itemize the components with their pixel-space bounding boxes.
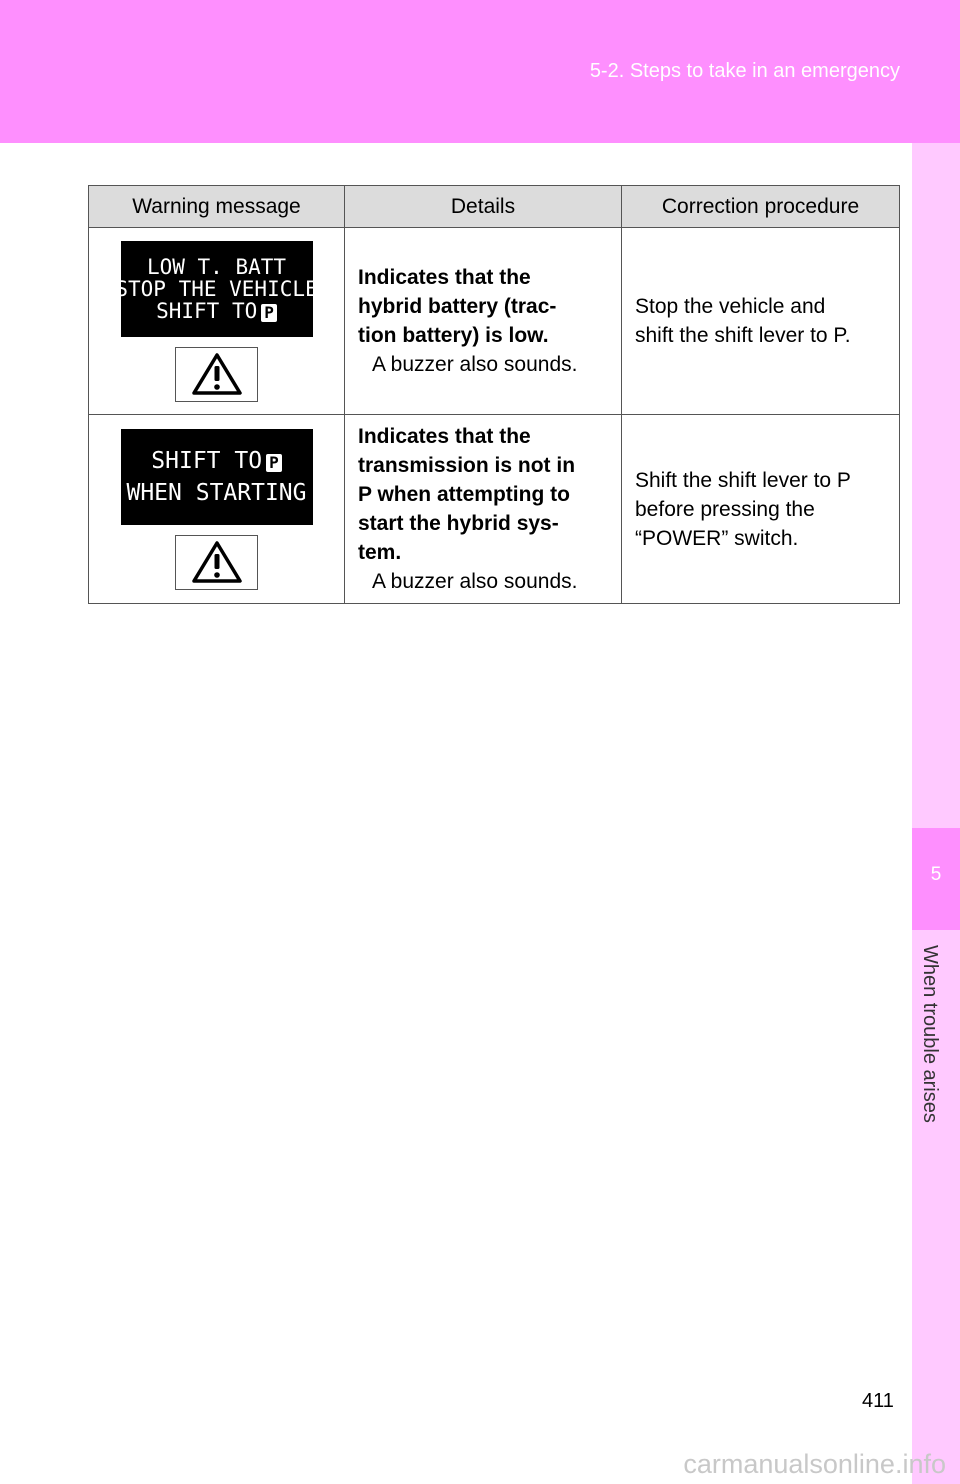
header-details: Details bbox=[345, 186, 622, 228]
park-p-symbol: P bbox=[261, 304, 277, 322]
chapter-side-strip bbox=[912, 143, 960, 1484]
chapter-number: 5 bbox=[930, 864, 942, 885]
warning-message-cell bbox=[89, 228, 345, 415]
table-row bbox=[89, 228, 900, 415]
correction-line: shift the shift lever to P. bbox=[635, 324, 851, 347]
details-line: tem. bbox=[358, 541, 402, 564]
correction-line: Stop the vehicle and bbox=[635, 295, 826, 318]
correction-cell bbox=[622, 228, 900, 415]
display-line: STOP THE VEHICLE bbox=[115, 276, 318, 301]
warning-triangle-icon bbox=[191, 352, 243, 396]
park-p-symbol: P bbox=[266, 454, 282, 472]
header-warning-message: Warning message bbox=[89, 186, 345, 228]
correction-line: “POWER” switch. bbox=[635, 526, 799, 550]
warning-symbol-box bbox=[175, 347, 258, 402]
details-note: A buzzer also sounds. bbox=[372, 570, 578, 593]
display-line-shift bbox=[156, 300, 277, 322]
details-line: tion battery) is low. bbox=[358, 324, 549, 347]
details-line: Indicates that the bbox=[358, 266, 531, 289]
display-line: SHIFT TO bbox=[156, 298, 258, 323]
warning-symbol-box bbox=[175, 535, 258, 590]
warning-message-cell bbox=[89, 415, 345, 604]
page-header bbox=[0, 0, 960, 143]
details-line: P when attempting to bbox=[358, 483, 570, 506]
page-number: 411 bbox=[862, 1390, 894, 1412]
details-line: start the hybrid sys- bbox=[358, 512, 559, 535]
details-line: transmission is not in bbox=[358, 454, 576, 477]
chapter-tab[interactable] bbox=[912, 828, 960, 930]
details-line: Indicates that the bbox=[358, 425, 531, 448]
display-line: WHEN STARTING bbox=[126, 479, 307, 506]
chapter-label: When trouble arises bbox=[919, 945, 941, 1123]
display-line: LOW T. BATT bbox=[146, 254, 287, 279]
correction-line: Shift the shift lever to P bbox=[635, 468, 851, 492]
warning-table bbox=[88, 185, 900, 604]
table-header-row bbox=[89, 186, 900, 228]
details-note: A buzzer also sounds. bbox=[372, 353, 578, 376]
details-cell bbox=[345, 415, 622, 604]
display-line: SHIFT TO bbox=[151, 447, 263, 474]
details-cell bbox=[345, 228, 622, 415]
correction-cell bbox=[622, 415, 900, 604]
correction-line: before pressing the bbox=[635, 497, 815, 521]
display-screen bbox=[115, 241, 318, 337]
display-line-shift bbox=[151, 445, 281, 477]
warning-triangle-icon bbox=[191, 540, 243, 584]
section-title: 5-2. Steps to take in an emergency bbox=[589, 60, 900, 82]
table-row bbox=[89, 415, 900, 604]
details-line: hybrid battery (trac- bbox=[358, 295, 557, 318]
watermark: carmanualsonline.info bbox=[683, 1449, 946, 1479]
header-correction-procedure: Correction procedure bbox=[622, 186, 900, 228]
display-screen bbox=[121, 429, 313, 525]
